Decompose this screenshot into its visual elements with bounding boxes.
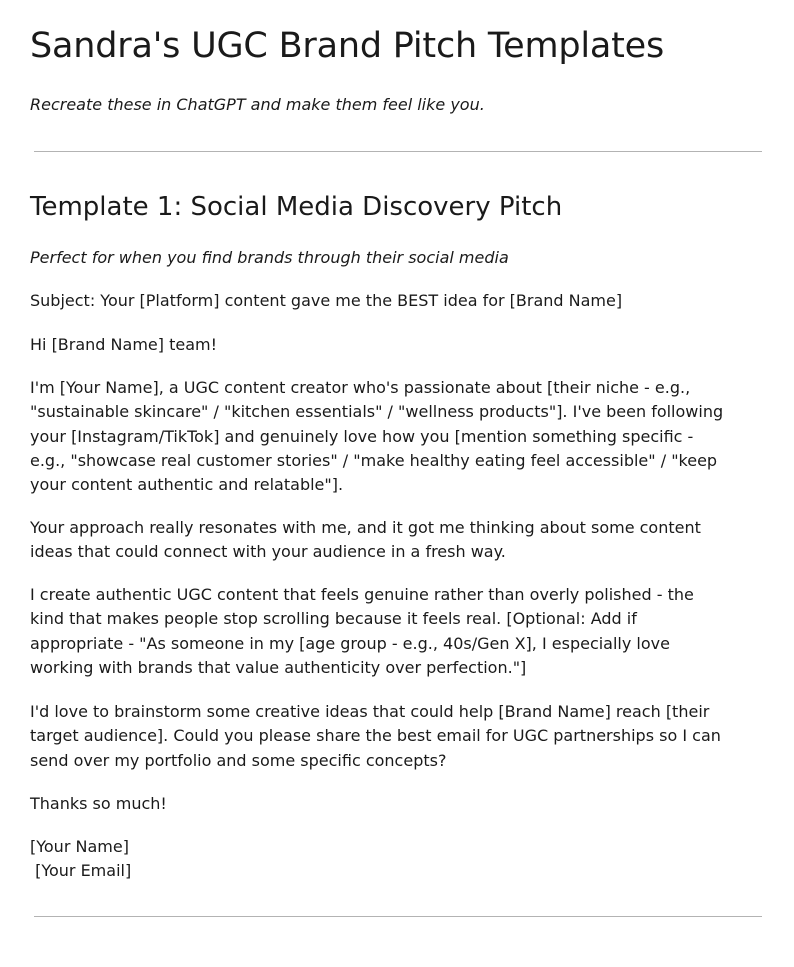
email-thanks: Thanks so much! — [30, 794, 167, 813]
email-create-paragraph — [30, 583, 770, 680]
intro-line: your [Instagram/TikTok] and genuinely love how you [mention something specific - — [30, 426, 694, 446]
create-line: working with brands that value authenticity over perfection."] — [30, 657, 527, 677]
email-ask-paragraph — [30, 700, 770, 773]
intro-line: e.g., "showcase real customer stories" / "make healthy eating feel accessible" / "keep — [30, 450, 718, 470]
approach-line: ideas that could connect with your audience in a fresh way. — [30, 542, 506, 562]
intro-line: your content authentic and relatable"]. — [30, 475, 344, 495]
ask-line: send over my portfolio and some specific concepts? — [30, 750, 447, 770]
ask-line: target audience]. Could you please share the best email for UGC partnerships so I can — [30, 726, 721, 746]
email-approach-paragraph — [30, 516, 770, 565]
email-greeting: Hi [Brand Name] team! — [30, 335, 217, 354]
top-divider — [34, 151, 762, 152]
bottom-divider — [34, 916, 762, 917]
template-1-note: Perfect for when you find brands through their social media — [30, 248, 509, 267]
email-subject-line: Subject: Your [Platform] content gave me the BEST idea for [Brand Name] — [30, 291, 623, 310]
create-line: appropriate - "As someone in my [age group - e.g., 40s/Gen X], I especially love — [30, 633, 670, 653]
signature-email: [Your Email] — [30, 861, 132, 881]
approach-line: Your approach really resonates with me, and it got me thinking about some content — [30, 518, 701, 537]
create-line: kind that makes people stop scrolling because it feels real. [Optional: Add if — [30, 609, 637, 629]
document-subtitle: Recreate these in ChatGPT and make them feel like you. — [30, 95, 485, 114]
intro-line: I'm [Your Name], a UGC content creator who's passionate about [their niche - e.g., — [30, 378, 691, 397]
document-title: Sandra's UGC Brand Pitch Templates — [30, 26, 665, 66]
ask-line: I'd love to brainstorm some creative ideas that could help [Brand Name] reach [their — [30, 702, 710, 721]
template-1-heading: Template 1: Social Media Discovery Pitch — [30, 192, 563, 222]
create-line: I create authentic UGC content that feels genuine rather than overly polished - the — [30, 585, 694, 604]
signature-name: [Your Name] — [30, 837, 129, 856]
email-intro-paragraph — [30, 376, 770, 497]
intro-line: "sustainable skincare" / "kitchen essentials" / "wellness products"]. I've been following — [30, 402, 724, 422]
email-signature — [30, 835, 770, 884]
